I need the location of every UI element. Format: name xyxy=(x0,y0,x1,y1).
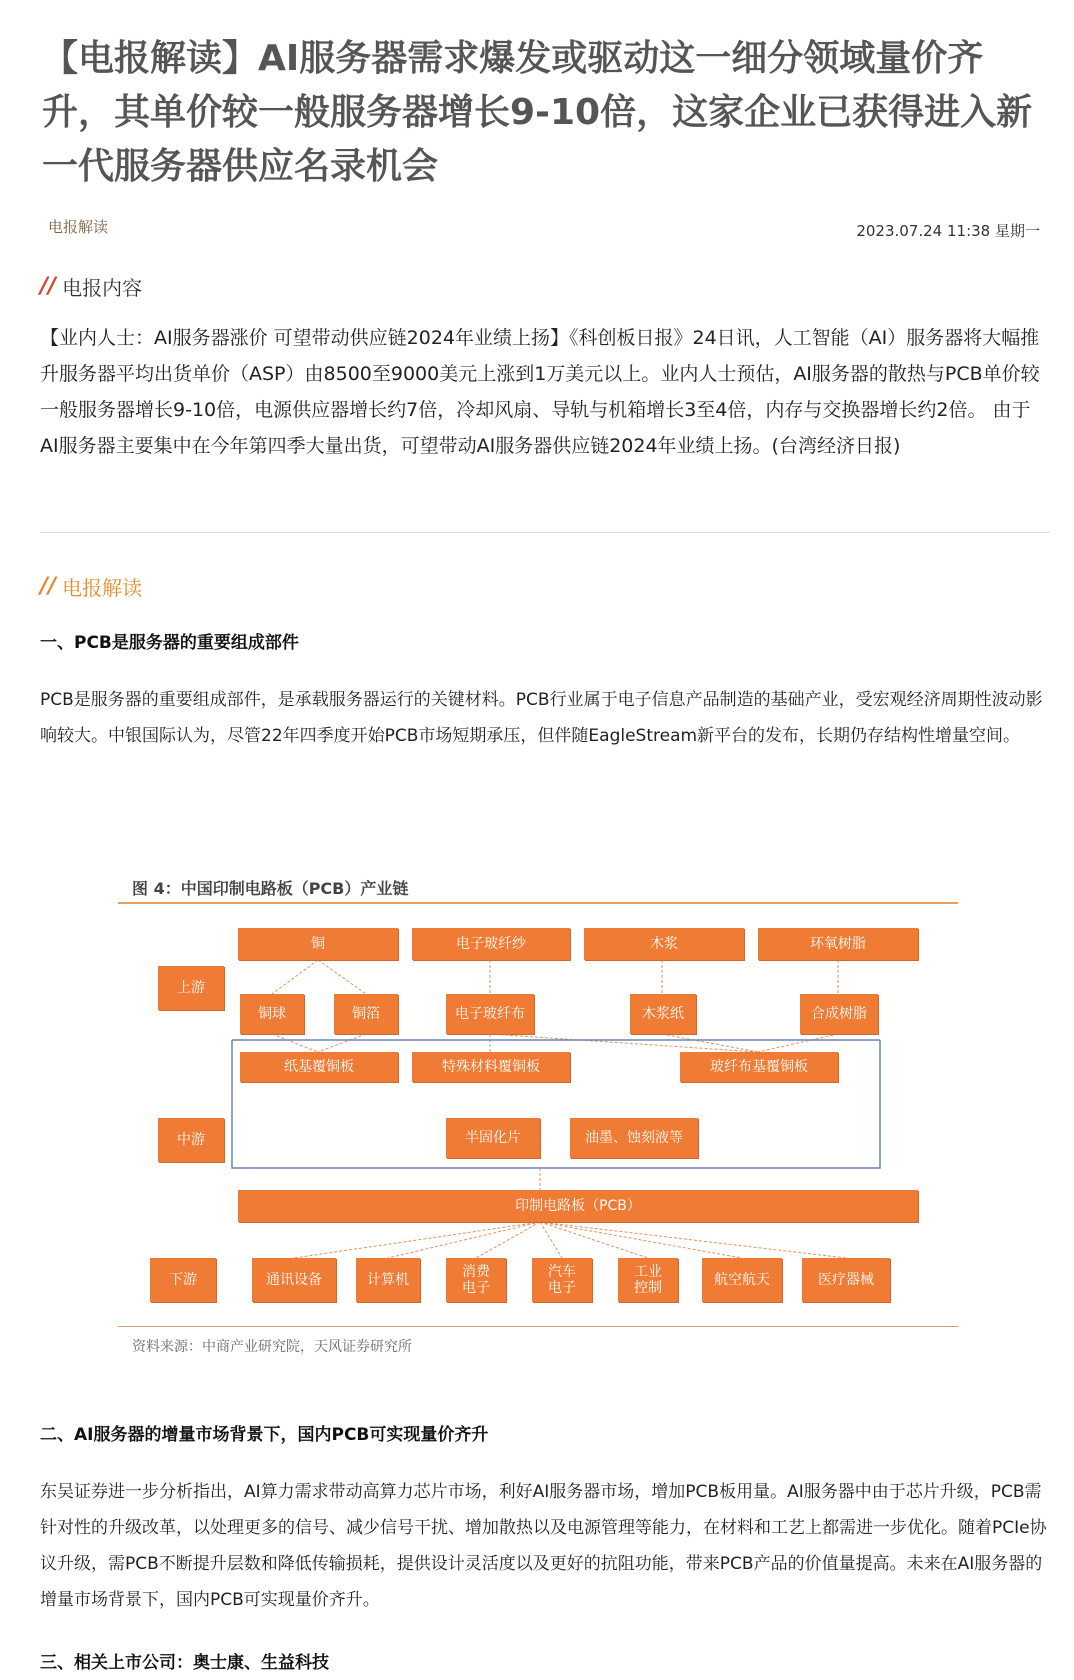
box-ink: 油墨、蚀刻液等 xyxy=(570,1118,698,1158)
box-app-auto: 汽车 电子 xyxy=(532,1258,592,1302)
box-pulp-paper: 木浆纸 xyxy=(630,994,696,1034)
subheading-1: 一、PCB是服务器的重要组成部件 xyxy=(40,633,299,653)
article-tag[interactable]: 电报解读 xyxy=(48,218,109,236)
box-app-industrial: 工业 控制 xyxy=(618,1258,678,1302)
box-pulp: 木浆 xyxy=(584,928,744,960)
box-glass-laminate: 玻纤布基覆铜板 xyxy=(680,1052,838,1082)
figure-bottom-rule xyxy=(118,1326,958,1327)
section-divider xyxy=(40,532,1050,533)
stage-upstream: 上游 xyxy=(158,966,224,1010)
box-epoxy: 环氧树脂 xyxy=(758,928,918,960)
box-synthetic-resin: 合成树脂 xyxy=(800,994,878,1034)
section-content-heading xyxy=(40,272,142,301)
box-app-medical: 医疗器械 xyxy=(802,1258,890,1302)
stage-downstream: 下游 xyxy=(150,1258,216,1302)
article-title: 【电报解读】AI服务器需求爆发或驱动这一细分领域量价齐升，其单价较一般服务器增长9-10倍，这家企业已获得进入新一代服务器供应名录机会 xyxy=(42,38,1033,187)
figure-title: 图 4：中国印制电路板（PCB）产业链 xyxy=(132,879,409,898)
slash-icon: // xyxy=(40,574,57,599)
box-prepreg: 半固化片 xyxy=(446,1118,540,1158)
article-datetime: 2023.07.24 11:38 星期一 xyxy=(856,222,1040,240)
figure-top-rule xyxy=(118,902,958,904)
box-app-comm: 通讯设备 xyxy=(252,1258,336,1302)
box-paper-laminate: 纸基覆铜板 xyxy=(240,1052,398,1082)
figure-source: 资料来源：中商产业研究院，天风证券研究所 xyxy=(132,1339,412,1355)
section-analysis-heading xyxy=(40,572,142,601)
stage-midstream: 中游 xyxy=(158,1118,224,1162)
subheading-3: 三、相关上市公司：奥士康、生益科技 xyxy=(40,1653,329,1673)
box-app-consumer: 消费 电子 xyxy=(446,1258,506,1302)
box-glass-yarn: 电子玻纤纱 xyxy=(412,928,570,960)
slash-icon: // xyxy=(40,274,57,299)
box-copper-ball: 铜球 xyxy=(240,994,304,1034)
box-glass-cloth: 电子玻纤布 xyxy=(446,994,534,1034)
paragraph-1: PCB是服务器的重要组成部件，是承载服务器运行的关键材料。PCB行业属于电子信息产品制造的基础产业，受宏观经济周期性波动影响较大。中银国际认为，尽管22年四季度开始PCB市场短期承压，但伴随EagleStream新平台的发布，长期仍存结构性增量空间。 xyxy=(40,690,1043,746)
paragraph-2: 东吴证券进一步分析指出，AI算力需求带动高算力芯片市场，利好AI服务器市场，增加PCB板用量。AI服务器中由于芯片升级，PCB需针对性的升级改革，以处理更多的信号、减少信号干扰、增加散热以及电源管理等能力，在材料和工艺上都需进一步优化。随着PCIe协议升级，需PCB不断提升层数和降低传输损耗，提供设计灵活度以及更好的抗阻功能，带来PCB产品的价值量提高。未来在AI服务器的增量市场背景下，国内PCB可实现量价齐升。 xyxy=(40,1482,1047,1610)
section-content-body: 【业内人士：AI服务器涨价 可望带动供应链2024年业绩上扬】《科创板日报》24日讯，人工智能（AI）服务器将大幅推升服务器平均出货单价（ASP）由8500至9000美元上涨到1万美元以上。业内人士预估，AI服务器的散热与PCB单价较一般服务器增长9-10倍，电源供应器增长约7倍，冷却风扇、导轨与机箱增长3至4倍，内存与交换器增长约2倍。 由于AI服务器主要集中在今年第四季大量出货，可望带动AI服务器供应链2024年业绩上扬。(台湾经济日报) xyxy=(40,327,1040,457)
section-analysis-heading-text: 电报解读 xyxy=(62,576,143,600)
box-copper: 铜 xyxy=(238,928,398,960)
box-special-laminate: 特殊材料覆铜板 xyxy=(412,1052,570,1082)
box-pcb: 印制电路板（PCB） xyxy=(238,1190,918,1222)
section-content-heading-text: 电报内容 xyxy=(62,276,143,300)
box-app-computer: 计算机 xyxy=(356,1258,420,1302)
box-app-aero: 航空航天 xyxy=(702,1258,782,1302)
box-copper-foil: 铜箔 xyxy=(334,994,398,1034)
subheading-2: 二、AI服务器的增量市场背景下，国内PCB可实现量价齐升 xyxy=(40,1425,489,1445)
